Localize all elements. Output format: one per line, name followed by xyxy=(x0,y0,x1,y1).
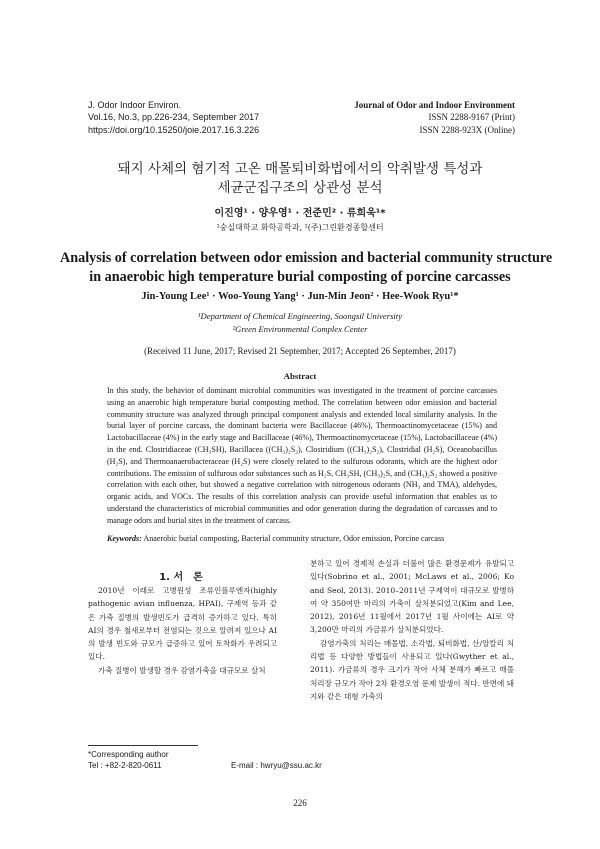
paragraph: 가축 질병이 발생할 경우 감염가축을 대규모로 살처 xyxy=(98,665,266,675)
footnote-label: *Corresponding author xyxy=(88,750,169,759)
journal-abbrev: J. Odor Indoor Environ. xyxy=(88,100,182,110)
body-column-left xyxy=(88,584,277,677)
abstract-text: In this study, the behavior of dominant microbial communities was investigated in the treatment of porcine carcasses using an anaerobic high temperature burial composting method. The correlation between odor emission and bacterial community structure was analyzed through principal component analysis and extended local similarity analysis. In the burial layer of porcine carcass, the dominant bacteria were Bacillaceae (46%), Thermoactinomycetaceae (15%) and Lactobacillaceae (4%) in the early stage and Bacillaceae (46%), Thermoactinomycetaceae (15%), Lactobacillaceae (4%) in the end. Clostridiaceae (CH₃SH), Bacillacea ((CH₃)₂S₂), Clostridium ((CH₃)₂S₂), Clostridial (H₂S), Oceanobacillus (H₂S), and Thermoanaerobacteraceae (H₂S) were closely related to the sulfurous odorants, which are the highest odor contributions. The emission of sulfurous odor substances such as H₂S, CH₃SH, (CH₃)₂S, and (CH₃)₂S₂ showed a positive correlation with each other, but showed a negative correlation with nitrogenous odorants (NH₃ and TMA), aldehydes, organic acids, and VOCs. The results of this correlation analysis can provide useful information that enables us to understand the characteristics of microbial communities and odor generation during the degradation of carcasses and to manage odors and burial sites in the treatment of carcass. xyxy=(107,386,497,525)
english-authors: Jin-Young Lee¹ · Woo-Young Yang¹ · Jun-Min Jeon² · Hee-Wook Ryu¹* xyxy=(141,291,459,302)
korean-authors: 이진영¹ · 양우영¹ · 전준민² · 류희욱¹* xyxy=(214,208,386,219)
paragraph-continuation: 분하고 있어 경제적 손실과 더불어 많은 환경문제가 유발되고 있다(Sobrino et al., 2001; McLaws et al., 2006; Ko and Seol, 2013). 2010–2011년 구제역이 대규모로 발병하여 약 350여만 마리의 가축이 살처분되었고(Kim and Lee, 2012), 2016년 11월에서 2017년 1월 사이에는 AI로 약 3,200만 마리의 가금류가 살처분되었다. xyxy=(310,559,514,635)
footnote-divider xyxy=(88,745,198,746)
affiliation-1: ¹Department of Chemical Engineering, Soongsil University xyxy=(197,311,403,321)
journal-header-right xyxy=(354,99,515,136)
page-number: 226 xyxy=(293,798,307,808)
korean-title xyxy=(0,160,600,198)
body-column-right xyxy=(310,557,514,703)
english-title-line-1: Analysis of correlation between odor emission and bacterial community structure xyxy=(60,250,553,266)
korean-title-line-1: 돼지 사체의 혐기적 고온 매몰퇴비화법에서의 악취발생 특성과 xyxy=(117,161,483,177)
english-title xyxy=(60,249,553,287)
keywords xyxy=(107,534,497,543)
volume-info: Vol.16, No.3, pp.226-234, September 2017 xyxy=(88,112,260,123)
journal-name: Journal of Odor and Indoor Environment xyxy=(354,100,515,110)
issn-print: ISSN 2288-9167 (Print) xyxy=(428,112,515,123)
keywords-list: Anaerobic burial composting, Bacterial community structure, Odor emission, Porcine carcass xyxy=(141,534,445,543)
english-title-line-2: in anaerobic high temperature burial composting of porcine carcasses xyxy=(89,269,511,285)
doi-link[interactable]: https://doi.org/10.15250/joie.2017.16.3.226 xyxy=(88,124,260,135)
affiliation-2: ²Green Environmental Complex Center xyxy=(232,323,368,334)
keywords-label: Keywords: xyxy=(107,534,142,543)
abstract-heading: Abstract xyxy=(283,371,317,381)
footnote-tel: Tel : +82-2-820-0611 xyxy=(88,761,162,770)
paragraph: 2010년 이래로 고병원성 조류인플루엔자(highly pathogenic avian influenza, HPAI), 구제역 등과 같은 가축 질병의 발생빈도가 급격히 증가하고 있다. 특히 AI의 경우 철새로부터 전염되는 것으로 알려져 있으나 AI의 발생 빈도와 규모가 급증하고 있어 토착화가 우려되고 있다. xyxy=(88,586,277,662)
korean-affiliation: ¹숭실대학교 화학공학과, ²(주)그린환경종합센터 xyxy=(216,223,384,232)
section-heading-introduction: 1. 서 론 xyxy=(159,572,203,583)
corresponding-author-footnote xyxy=(88,749,350,771)
korean-title-line-2: 세균군집구조의 상관성 분석 xyxy=(217,180,383,196)
paragraph: 감염가축의 처리는 매몰법, 소각법, 퇴비화법, 산/알칼리 처리법 등 다양한 방법들이 사용되고 있다(Gwyther et al., 2011). 가금류의 경우 크기가 작아 사체 분해가 빠르고 매몰처리장 규모가 작아 2차 환경오염 문제 발생이 적다. 반면에 돼지와 같은 대형 가축의 xyxy=(310,638,514,701)
english-affiliation xyxy=(0,310,600,335)
issn-online: ISSN 2288-923X (Online) xyxy=(419,124,515,135)
journal-header-left xyxy=(88,99,259,136)
footnote-email[interactable]: E-mail : hwryu@ssu.ac.kr xyxy=(231,761,322,770)
submission-dates: (Received 11 June, 2017; Revised 21 September, 2017; Accepted 26 September, 2017) xyxy=(144,346,456,356)
